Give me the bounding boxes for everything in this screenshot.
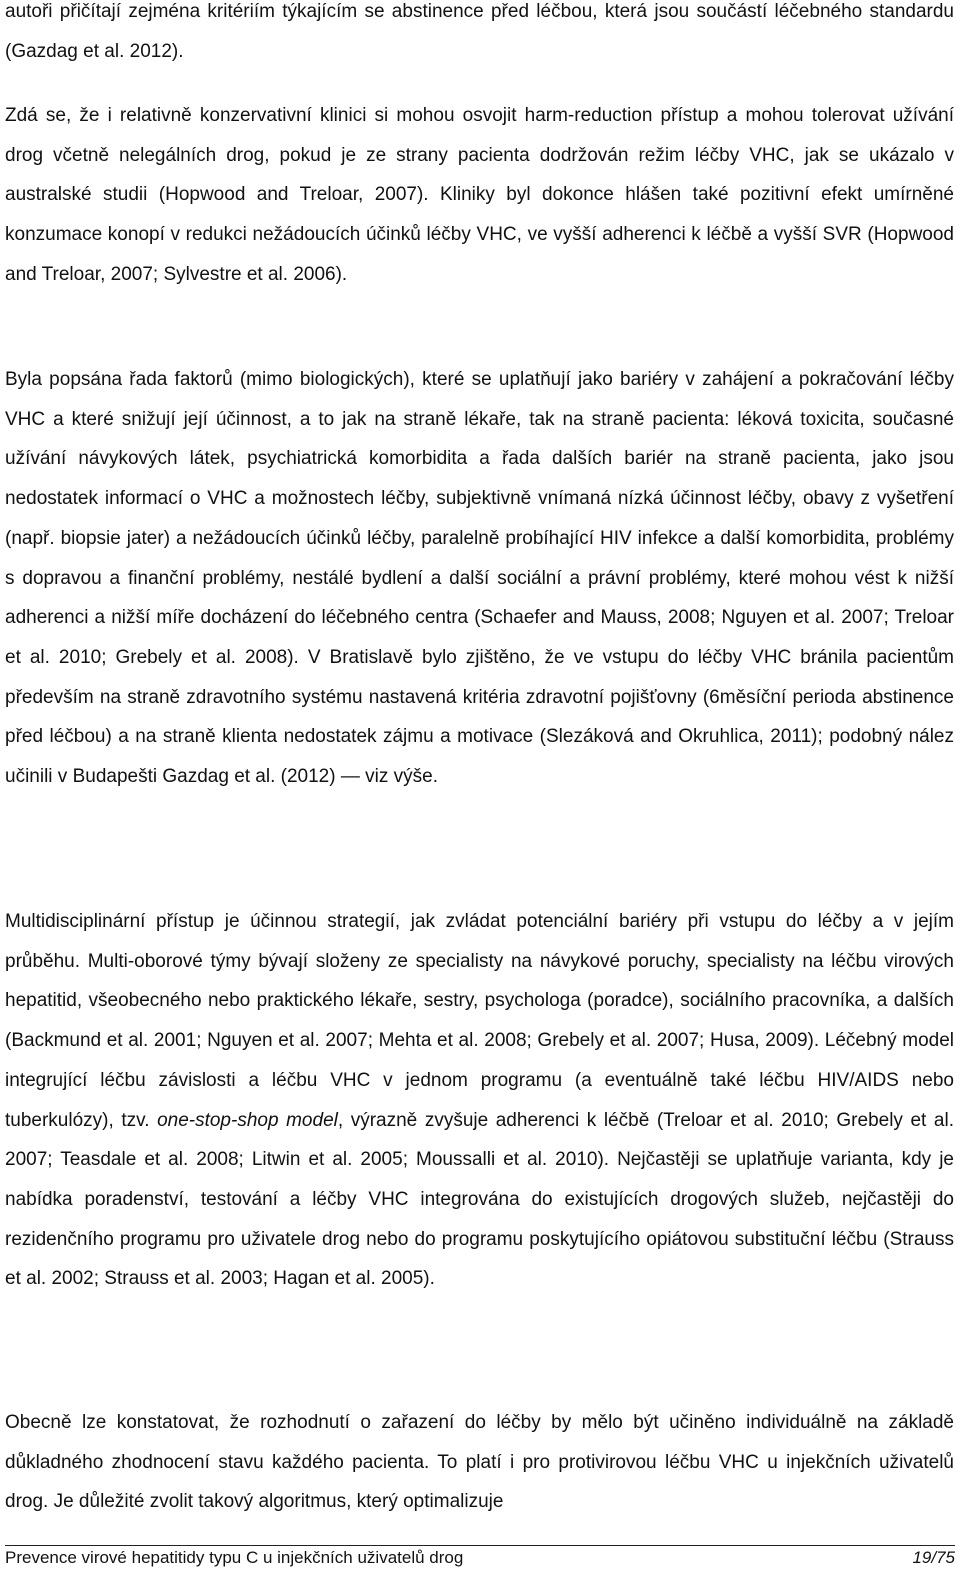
- page-number: 19/75: [912, 1548, 955, 1567]
- footer-divider: [5, 1545, 955, 1546]
- paragraph-5: Obecně lze konstatovat, že rozhodnutí o zařazení do léčby by mělo být učiněno individuálně na základě důkladného zhodnocení stavu každého pacienta. To platí i pro protivirovou léčbu VHC u injekčních uživatelů drog. Je důležité zvolit takový algoritmus, který optimalizuje: [5, 1412, 954, 1513]
- page-footer: [5, 1548, 955, 1568]
- paragraph-4-emphasis: one-stop-shop model: [157, 1109, 338, 1131]
- paragraph-4-text-a: Multidisciplinární přístup je účinnou strategií, jak zvládat potenciální bariéry při vstupu do léčby a v jejím průběhu. Multi-oborové týmy bývají složeny ze specialisty na návykové poruchy, specialisty na léčbu virových hepatitid, všeobecného nebo praktického lékaře, sestry, psychologa (poradce), sociálního pracovníka, a dalších (Backmund et al. 2001; Nguyen et al. 2007; Mehta et al. 2008; Grebely et al. 2007; Husa, 2009). Léčebný model integrující léčbu závislosti a léčbu VHC v jednom programu (a eventuálně také léčbu HIV/AIDS nebo tuberkulózy), tzv.: [5, 911, 954, 1131]
- footer-title: Prevence virové hepatitidy typu C u injekčních uživatelů drog: [5, 1548, 464, 1567]
- paragraph-1: autoři přičítají zejména kritériím týkajícím se abstinence před léčbou, která jsou součástí léčebného standardu (Gazdag et al. 2012).: [5, 1, 954, 62]
- paragraph-4: [5, 902, 954, 1299]
- paragraph-3: Byla popsána řada faktorů (mimo biologických), které se uplatňují jako bariéry v zahájení a pokračování léčby VHC a které snižují její účinnost, a to jak na straně lékaře, tak na straně pacienta: léková toxicita, současné užívání návykových látek, psychiatrická komorbidita a řada dalších bariér na straně pacienta, jako jsou nedostatek informací o VHC a možnostech léčby, subjektivně vnímaná nízká účinnost léčby, obavy z vyšetření (např. biopsie jater) a nežádoucích účinků léčby, paralelně probíhající HIV infekce a další komorbidita, problémy s dopravou a finanční problémy, nestálé bydlení a další sociální a právní problémy, které mohou vést k nižší adherenci a nižší míře docházení do léčebného centra (Schaefer and Mauss, 2008; Nguyen et al. 2007; Treloar et al. 2010; Grebely et al. 2008). V Bratislavě bylo zjištěno, že ve vstupu do léčby VHC bránila pacientům především na straně zdravotního systému nastavená kritéria zdravotní pojišťovny (6měsíční perioda abstinence před léčbou) a na straně klienta nedostatek zájmu a motivace (Slezáková and Okruhlica, 2011); podobný nález učinili v Budapešti Gazdag et al. (2012) — viz výše.: [5, 369, 954, 788]
- paragraph-4-text-b: , výrazně zvyšuje adherenci k léčbě (Treloar et al. 2010; Grebely et al. 2007; Teasdale et al. 2008; Litwin et al. 2005; Moussalli et al. 2010). Nejčastěji se uplatňuje varianta, kdy je nabídka poradenství, testování a léčby VHC integrována do existujících drogových služeb, nejčastěji do rezidenčního programu pro uživatele drog nebo do programu poskytujícího opiátovou substituční léčbu (Strauss et al. 2002; Strauss et al. 2003; Hagan et al. 2005).: [5, 1109, 954, 1290]
- paragraph-2: Zdá se, že i relativně konzervativní klinici si mohou osvojit harm-reduction přístup a mohou tolerovat užívání drog včetně nelegálních drog, pokud je ze strany pacienta dodržován režim léčby VHC, jak se ukázalo v australské studii (Hopwood and Treloar, 2007). Kliniky byl dokonce hlášen také pozitivní efekt umírněné konzumace konopí v redukci nežádoucích účinků léčby VHC, ve vyšší adherenci k léčbě a vyšší SVR (Hopwood and Treloar, 2007; Sylvestre et al. 2006).: [5, 105, 954, 285]
